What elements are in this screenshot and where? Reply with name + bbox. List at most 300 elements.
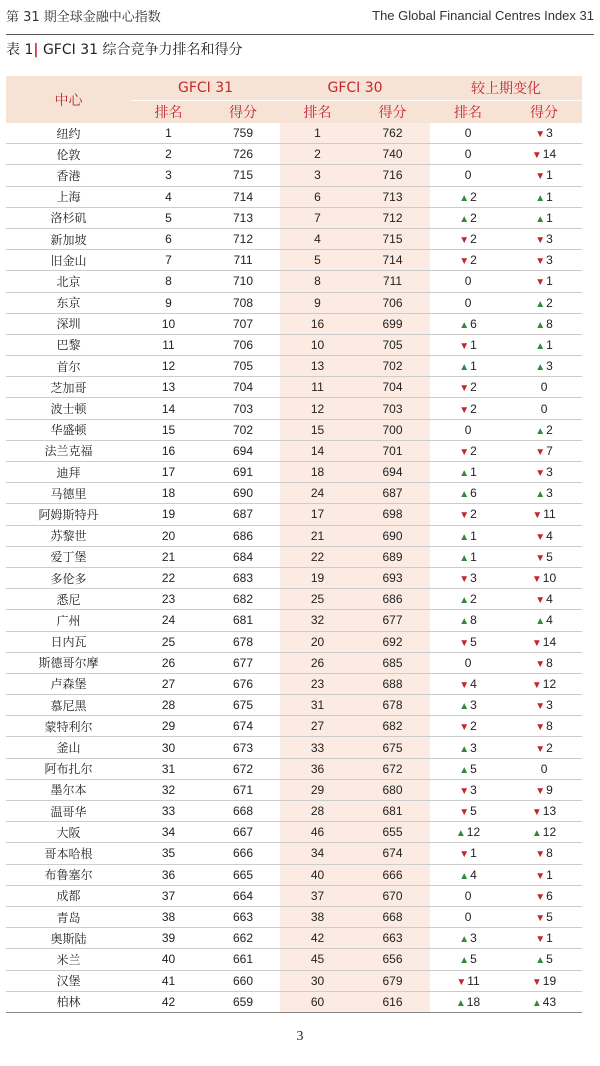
- center-name: 芝加哥: [6, 377, 131, 398]
- gfci30-score: 699: [355, 313, 430, 334]
- table-row: [6, 822, 582, 843]
- rank-change: [430, 165, 506, 186]
- center-name: 北京: [6, 271, 131, 292]
- rank-change-value: 3: [470, 740, 477, 755]
- score-change: [506, 610, 582, 631]
- triangle-up-icon: ▲: [535, 616, 546, 628]
- table-row: [6, 779, 582, 800]
- center-name: 法兰克福: [6, 440, 131, 461]
- score-change-value: 2: [546, 422, 553, 437]
- gfci30-rank: 22: [280, 546, 355, 567]
- center-name: 大阪: [6, 822, 131, 843]
- change-score-header: 得分: [506, 101, 582, 124]
- score-change-value: 12: [542, 825, 557, 840]
- gfci31-score: 663: [206, 906, 280, 927]
- triangle-down-icon: ▼: [531, 150, 542, 162]
- rank-change-value: 0: [464, 168, 472, 183]
- table-row: [6, 313, 582, 334]
- triangle-down-icon: ▼: [456, 976, 467, 988]
- triangle-up-icon: ▲: [459, 213, 470, 225]
- gfci31-score: 710: [206, 271, 280, 292]
- gfci31-rank: 37: [131, 885, 206, 906]
- triangle-up-icon: ▲: [459, 468, 470, 480]
- triangle-up-icon: ▲: [459, 552, 470, 564]
- table-row: [6, 144, 582, 165]
- table-row: [6, 546, 582, 567]
- gfci31-rank: 17: [131, 462, 206, 483]
- gfci31-score: 759: [206, 123, 280, 144]
- gfci31-rank: 24: [131, 610, 206, 631]
- gfci31-score: 711: [206, 250, 280, 271]
- score-change-value: 1: [546, 337, 553, 352]
- gfci31-rank: 16: [131, 440, 206, 461]
- rank-change: [430, 313, 506, 334]
- score-change: [506, 801, 582, 822]
- gfci31-rank: 36: [131, 864, 206, 885]
- gfci30-rank: 38: [280, 906, 355, 927]
- table-row: [6, 419, 582, 440]
- rank-change-value: 1: [470, 528, 477, 543]
- table-body: [6, 123, 582, 1012]
- gfci30-score: 666: [355, 864, 430, 885]
- rank-change-value: 2: [470, 507, 477, 522]
- gfci30-score: 655: [355, 822, 430, 843]
- gfci30-rank: 13: [280, 356, 355, 377]
- triangle-up-icon: ▲: [459, 319, 470, 331]
- gfci31-rank: 25: [131, 631, 206, 652]
- gfci30-score: 672: [355, 758, 430, 779]
- score-change: [506, 377, 582, 398]
- gfci31-score: 713: [206, 207, 280, 228]
- gfci30-rank: 12: [280, 398, 355, 419]
- score-change-value: 3: [546, 126, 553, 141]
- gfci30-score: 681: [355, 801, 430, 822]
- rank-change-value: 0: [464, 147, 472, 162]
- center-name: 汉堡: [6, 970, 131, 991]
- gfci31-score: 707: [206, 313, 280, 334]
- triangle-down-icon: ▼: [535, 552, 546, 564]
- score-change-value: 43: [542, 994, 557, 1009]
- rank-change-value: 2: [470, 232, 477, 247]
- gfci31-score-header: 得分: [206, 101, 280, 124]
- center-name: 卢森堡: [6, 673, 131, 694]
- center-name: 成都: [6, 885, 131, 906]
- gfci30-score: 677: [355, 610, 430, 631]
- gfci31-score: 665: [206, 864, 280, 885]
- rank-change-value: 5: [470, 952, 477, 967]
- rank-change: [430, 250, 506, 271]
- rank-change: [430, 885, 506, 906]
- rank-change-value: 0: [464, 274, 472, 289]
- score-change-value: 1: [546, 867, 553, 882]
- gfci31-score: 712: [206, 228, 280, 249]
- gfci30-rank: 60: [280, 991, 355, 1012]
- rank-change: [430, 673, 506, 694]
- running-header: [6, 0, 594, 30]
- rank-change: [430, 207, 506, 228]
- score-change: [506, 144, 582, 165]
- triangle-up-icon: ▲: [535, 192, 546, 204]
- rank-change-value: 2: [470, 210, 477, 225]
- score-change: [506, 250, 582, 271]
- gfci30-score: 692: [355, 631, 430, 652]
- score-change-value: 3: [546, 253, 553, 268]
- score-change-value: 8: [546, 655, 553, 670]
- gfci31-rank: 11: [131, 334, 206, 355]
- gfci30-rank: 26: [280, 652, 355, 673]
- score-change: [506, 292, 582, 313]
- triangle-down-icon: ▼: [535, 531, 546, 543]
- gfci30-rank: 31: [280, 695, 355, 716]
- gfci30-rank: 23: [280, 673, 355, 694]
- gfci30-score: 663: [355, 928, 430, 949]
- table-row: [6, 906, 582, 927]
- gfci30-score: 685: [355, 652, 430, 673]
- center-name: 广州: [6, 610, 131, 631]
- gfci30-rank: 33: [280, 737, 355, 758]
- rank-change: [430, 271, 506, 292]
- score-change-value: 3: [546, 486, 553, 501]
- triangle-up-icon: ▲: [459, 616, 470, 628]
- gfci31-rank: 23: [131, 589, 206, 610]
- score-change-value: 1: [546, 274, 553, 289]
- table-row: [6, 673, 582, 694]
- triangle-up-icon: ▲: [535, 340, 546, 352]
- gfci31-rank: 1: [131, 123, 206, 144]
- running-header-left: 第 31 期全球金融中心指数: [6, 9, 161, 25]
- table-row: [6, 567, 582, 588]
- score-change: [506, 695, 582, 716]
- table-row: [6, 991, 582, 1012]
- score-change-value: 10: [542, 571, 557, 586]
- score-change-value: 19: [542, 973, 557, 988]
- triangle-up-icon: ▲: [535, 319, 546, 331]
- gfci30-rank: 20: [280, 631, 355, 652]
- triangle-down-icon: ▼: [459, 446, 470, 458]
- gfci30-rank: 45: [280, 949, 355, 970]
- triangle-up-icon: ▲: [535, 425, 546, 437]
- table-row: [6, 356, 582, 377]
- rank-change-value: 11: [467, 973, 480, 988]
- gfci31-rank: 35: [131, 843, 206, 864]
- rank-change: [430, 716, 506, 737]
- table-row: [6, 398, 582, 419]
- score-change: [506, 567, 582, 588]
- page-number: 3: [296, 1029, 304, 1044]
- center-name: 布鲁塞尔: [6, 864, 131, 885]
- score-change: [506, 673, 582, 694]
- rank-change: [430, 483, 506, 504]
- gfci30-score: 680: [355, 779, 430, 800]
- table-row: [6, 334, 582, 355]
- triangle-up-icon: ▲: [535, 298, 546, 310]
- gfci31-score: 708: [206, 292, 280, 313]
- score-change-value: 0: [540, 401, 548, 416]
- triangle-down-icon: ▼: [459, 679, 470, 691]
- gfci31-rank: 12: [131, 356, 206, 377]
- rank-change-value: 4: [470, 676, 477, 691]
- table-row: [6, 504, 582, 525]
- gfci30-rank: 15: [280, 419, 355, 440]
- score-change-value: 2: [546, 295, 553, 310]
- center-name: 迪拜: [6, 462, 131, 483]
- triangle-up-icon: ▲: [459, 743, 470, 755]
- gfci31-score: 684: [206, 546, 280, 567]
- gfci31-rank: 4: [131, 186, 206, 207]
- score-change-value: 1: [546, 168, 553, 183]
- score-change: [506, 525, 582, 546]
- gfci31-score: 704: [206, 377, 280, 398]
- center-name: 米兰: [6, 949, 131, 970]
- gfci31-rank-header: 排名: [131, 101, 206, 124]
- triangle-down-icon: ▼: [535, 701, 546, 713]
- rank-change: [430, 356, 506, 377]
- gfci31-rank: 18: [131, 483, 206, 504]
- rank-change: [430, 864, 506, 885]
- gfci30-rank: 29: [280, 779, 355, 800]
- triangle-up-icon: ▲: [455, 828, 466, 840]
- rank-change: [430, 546, 506, 567]
- gfci30-rank: 19: [280, 567, 355, 588]
- table-row: [6, 123, 582, 144]
- gfci31-rank: 40: [131, 949, 206, 970]
- gfci31-rank: 31: [131, 758, 206, 779]
- rank-change-value: 5: [470, 761, 477, 776]
- center-name: 斯德哥尔摩: [6, 652, 131, 673]
- score-change: [506, 356, 582, 377]
- rank-change-value: 3: [470, 698, 477, 713]
- rank-change-value: 5: [470, 634, 477, 649]
- rank-change-value: 1: [470, 549, 477, 564]
- triangle-up-icon: ▲: [535, 362, 546, 374]
- center-name: 洛杉矶: [6, 207, 131, 228]
- triangle-down-icon: ▼: [459, 235, 470, 247]
- triangle-up-icon: ▲: [459, 489, 470, 501]
- center-name: 蒙特利尔: [6, 716, 131, 737]
- rank-change: [430, 779, 506, 800]
- rank-change: [430, 567, 506, 588]
- rank-change: [430, 186, 506, 207]
- center-name: 阿姆斯特丹: [6, 504, 131, 525]
- rank-change-value: 2: [470, 189, 477, 204]
- score-change-value: 14: [542, 634, 557, 649]
- center-name: 柏林: [6, 991, 131, 1012]
- rank-change-value: 2: [470, 401, 477, 416]
- ranking-table: [6, 76, 582, 1013]
- triangle-up-icon: ▲: [535, 213, 546, 225]
- table-row: [6, 271, 582, 292]
- center-name: 巴黎: [6, 334, 131, 355]
- score-change: [506, 546, 582, 567]
- center-name: 哥本哈根: [6, 843, 131, 864]
- gfci30-score: 682: [355, 716, 430, 737]
- center-name: 青岛: [6, 906, 131, 927]
- rank-change: [430, 377, 506, 398]
- rank-change: [430, 292, 506, 313]
- gfci30-rank: 18: [280, 462, 355, 483]
- triangle-down-icon: ▼: [459, 256, 470, 268]
- triangle-down-icon: ▼: [535, 913, 546, 925]
- triangle-up-icon: ▲: [459, 595, 470, 607]
- center-name: 首尔: [6, 356, 131, 377]
- rank-change-value: 1: [470, 337, 477, 352]
- score-change-value: 11: [543, 507, 556, 522]
- gfci31-rank: 9: [131, 292, 206, 313]
- center-name: 华盛顿: [6, 419, 131, 440]
- rank-change: [430, 228, 506, 249]
- triangle-down-icon: ▼: [459, 807, 470, 819]
- triangle-down-icon: ▼: [531, 574, 542, 586]
- gfci31-rank: 14: [131, 398, 206, 419]
- score-change: [506, 123, 582, 144]
- gfci30-score: 705: [355, 334, 430, 355]
- gfci31-score: 675: [206, 695, 280, 716]
- score-change: [506, 589, 582, 610]
- center-name: 奥斯陆: [6, 928, 131, 949]
- score-change-value: 5: [546, 549, 553, 564]
- gfci31-score: 683: [206, 567, 280, 588]
- score-change-value: 7: [546, 443, 553, 458]
- rank-change-value: 1: [470, 465, 477, 480]
- gfci31-rank: 30: [131, 737, 206, 758]
- center-name: 旧金山: [6, 250, 131, 271]
- center-name: 波士顿: [6, 398, 131, 419]
- triangle-down-icon: ▼: [535, 468, 546, 480]
- gfci30-score: 716: [355, 165, 430, 186]
- triangle-down-icon: ▼: [535, 785, 546, 797]
- rank-change-value: 2: [470, 719, 477, 734]
- gfci30-score: 670: [355, 885, 430, 906]
- rank-change-value: 2: [470, 253, 477, 268]
- table-row: [6, 928, 582, 949]
- gfci30-score: 701: [355, 440, 430, 461]
- gfci30-rank: 42: [280, 928, 355, 949]
- gfci31-rank: 6: [131, 228, 206, 249]
- score-change: [506, 970, 582, 991]
- score-change: [506, 758, 582, 779]
- score-change: [506, 271, 582, 292]
- rank-change-value: 6: [470, 316, 477, 331]
- table-row: [6, 207, 582, 228]
- center-name: 爱丁堡: [6, 546, 131, 567]
- gfci30-rank: 4: [280, 228, 355, 249]
- table-row: [6, 589, 582, 610]
- gfci31-rank: 3: [131, 165, 206, 186]
- gfci30-rank: 16: [280, 313, 355, 334]
- triangle-down-icon: ▼: [535, 722, 546, 734]
- table-row: [6, 631, 582, 652]
- gfci31-score: 702: [206, 419, 280, 440]
- score-change: [506, 822, 582, 843]
- gfci31-score: 691: [206, 462, 280, 483]
- gfci31-score: 673: [206, 737, 280, 758]
- col-center-header: 中心: [6, 76, 131, 123]
- gfci30-rank: 2: [280, 144, 355, 165]
- rank-change-value: 0: [464, 126, 472, 141]
- gfci30-rank: 40: [280, 864, 355, 885]
- score-change-value: 13: [542, 804, 557, 819]
- gfci31-rank: 7: [131, 250, 206, 271]
- score-change-value: 4: [546, 613, 553, 628]
- triangle-up-icon: ▲: [459, 764, 470, 776]
- score-change-value: 8: [546, 719, 553, 734]
- gfci30-rank: 17: [280, 504, 355, 525]
- table-row: [6, 970, 582, 991]
- rank-change: [430, 822, 506, 843]
- rank-change: [430, 440, 506, 461]
- gfci30-rank: 25: [280, 589, 355, 610]
- triangle-down-icon: ▼: [459, 510, 470, 522]
- center-name: 悉尼: [6, 589, 131, 610]
- score-change-value: 4: [546, 592, 553, 607]
- table-row: [6, 737, 582, 758]
- center-name: 马德里: [6, 483, 131, 504]
- gfci30-score: 687: [355, 483, 430, 504]
- gfci31-rank: 27: [131, 673, 206, 694]
- gfci31-score: 678: [206, 631, 280, 652]
- score-change-value: 8: [546, 846, 553, 861]
- table-row: [6, 864, 582, 885]
- score-change-value: 3: [546, 232, 553, 247]
- triangle-up-icon: ▲: [535, 955, 546, 967]
- triangle-up-icon: ▲: [459, 955, 470, 967]
- gfci30-score: 712: [355, 207, 430, 228]
- gfci31-rank: 26: [131, 652, 206, 673]
- table-row: [6, 165, 582, 186]
- triangle-down-icon: ▼: [535, 129, 546, 141]
- gfci31-rank: 38: [131, 906, 206, 927]
- gfci31-score: 706: [206, 334, 280, 355]
- gfci31-score: 667: [206, 822, 280, 843]
- center-name: 上海: [6, 186, 131, 207]
- score-change: [506, 779, 582, 800]
- gfci31-rank: 20: [131, 525, 206, 546]
- score-change: [506, 334, 582, 355]
- gfci31-score: 662: [206, 928, 280, 949]
- triangle-down-icon: ▼: [535, 171, 546, 183]
- triangle-down-icon: ▼: [535, 870, 546, 882]
- gfci30-rank: 37: [280, 885, 355, 906]
- rank-change-value: 2: [470, 592, 477, 607]
- gfci31-score: 664: [206, 885, 280, 906]
- rank-change: [430, 589, 506, 610]
- rank-change: [430, 525, 506, 546]
- gfci30-rank: 14: [280, 440, 355, 461]
- triangle-down-icon: ▼: [535, 277, 546, 289]
- gfci31-score: 687: [206, 504, 280, 525]
- gfci31-score: 726: [206, 144, 280, 165]
- score-change-value: 8: [546, 316, 553, 331]
- gfci30-score: 703: [355, 398, 430, 419]
- rank-change-value: 0: [464, 422, 472, 437]
- group-change-header: 较上期变化: [430, 76, 582, 101]
- score-change: [506, 483, 582, 504]
- gfci30-rank: 36: [280, 758, 355, 779]
- gfci30-score: 675: [355, 737, 430, 758]
- gfci30-score: 686: [355, 589, 430, 610]
- gfci31-score: 682: [206, 589, 280, 610]
- score-change-value: 0: [540, 761, 548, 776]
- gfci30-score: 713: [355, 186, 430, 207]
- gfci31-score: 686: [206, 525, 280, 546]
- triangle-down-icon: ▼: [531, 807, 542, 819]
- gfci31-score: 674: [206, 716, 280, 737]
- table-row: [6, 292, 582, 313]
- center-name: 日内瓦: [6, 631, 131, 652]
- gfci30-rank: 27: [280, 716, 355, 737]
- score-change: [506, 228, 582, 249]
- score-change: [506, 440, 582, 461]
